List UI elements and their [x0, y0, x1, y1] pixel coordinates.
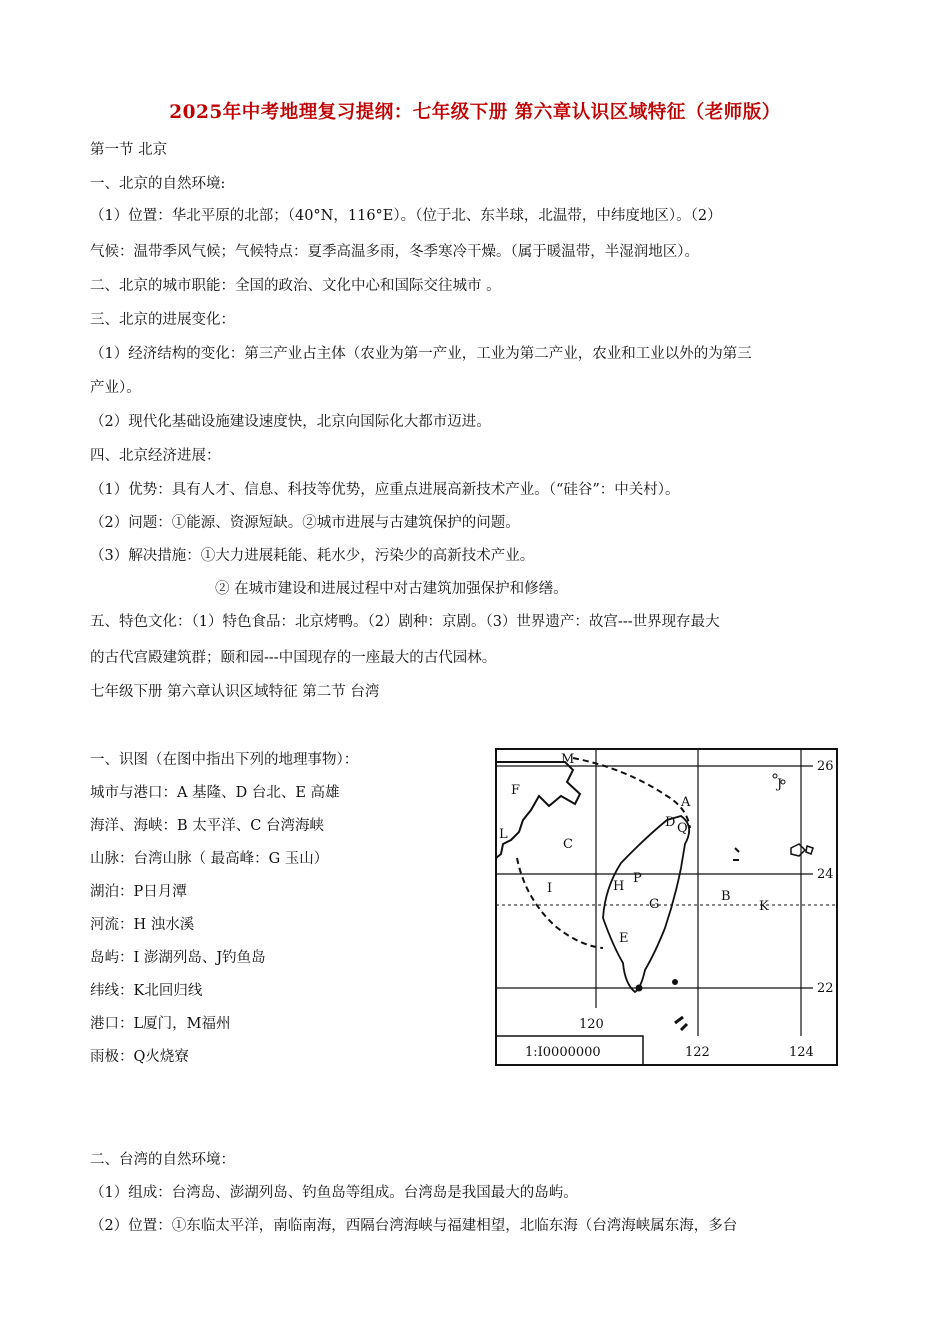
section-heading-beijing: 第一节 北京 [90, 142, 168, 158]
text-taiwan-location: （2）位置：①东临太平洋，南临南海，西隔台湾海峡与福建相望，北临东海（台湾海峡属东海，多台 [90, 1218, 738, 1234]
lat-label-22: 22 [817, 981, 834, 996]
text-climate: 气候：温带季风气候；气候特点：夏季高温多雨，冬季寒冷干燥。（属于暖温带，半湿润地区）。 [90, 244, 699, 260]
list-item: 海洋、海峡：B 太平洋、C 台湾海峡 [90, 818, 324, 834]
text-composition: （1）组成：台湾岛、澎湖列岛、钓鱼岛等组成。台湾岛是我国最大的岛屿。 [90, 1185, 578, 1201]
lon-label-124: 124 [789, 1045, 814, 1060]
map-label-i: I [547, 881, 553, 896]
map-label-b: B [721, 889, 731, 904]
list-item: 河流：H 浊水溪 [90, 917, 195, 933]
map-label-d: D [665, 815, 676, 830]
map-label-q: Q [677, 821, 688, 836]
map-label-l: L [499, 827, 508, 842]
map-label-f: F [511, 783, 521, 798]
text-location: （1）位置：华北平原的北部；（40°N，116°E）。（位于北、东半球，北温带，中纬度地区）。（2） [90, 208, 722, 224]
lat-label-24: 24 [817, 867, 834, 882]
page-title: 2025年中考地理复习提纲：七年级下册 第六章认识区域特征（老师版） [169, 102, 781, 123]
heading-map-reading: 一、识图（在图中指出下列的地理事物）： [90, 752, 359, 768]
map-label-h: H [613, 879, 625, 894]
list-item: 湖泊：P日月潭 [90, 884, 187, 900]
text-city-function: 二、北京的城市职能：全国的政治、文化中心和国际交往城市 。 [90, 278, 501, 294]
list-item: 雨极：Q火烧寮 [90, 1049, 189, 1065]
heading-taiwan-natural: 二、台湾的自然环境： [90, 1152, 235, 1168]
map-label-j: J [777, 777, 783, 792]
list-item: 港口：L厦门，M福州 [90, 1016, 231, 1032]
map-scale: 1:I0000000 [525, 1045, 601, 1060]
map-label-c: C [563, 837, 573, 852]
section-heading-taiwan: 七年级下册 第六章认识区域特征 第二节 台湾 [90, 684, 380, 700]
lon-label-122: 122 [685, 1045, 710, 1060]
heading-development: 三、北京的进展变化： [90, 312, 235, 328]
map-label-e: E [619, 931, 629, 946]
list-item: 纬线：K北回归线 [90, 983, 203, 999]
heading-natural-env: 一、北京的自然环境: [90, 176, 226, 192]
map-label-m: M [561, 752, 575, 767]
map-label-a: A [681, 795, 691, 810]
text-culture-cont: 的古代宫殿建筑群；颐和园---中国现存的一座最大的古代园林。 [90, 650, 497, 666]
lon-label-120: 120 [579, 1017, 604, 1032]
map-label-k: K [759, 899, 769, 914]
taiwan-map [495, 748, 838, 1066]
lat-label-26: 26 [817, 759, 834, 774]
text-solution: （3）解决措施：①大力进展耗能、耗水少，污染少的高新技术产业。 [90, 548, 535, 564]
text-problem: （2）问题：①能源、资源短缺。②城市进展与古建筑保护的问题。 [90, 515, 520, 531]
list-item: 岛屿：I 澎湖列岛、J钓鱼岛 [90, 950, 266, 966]
heading-economy: 四、北京经济进展： [90, 448, 221, 464]
text-culture: 五、特色文化：（1）特色食品：北京烤鸭。（2）剧种：京剧。（3）世界遗产：故宫---世界现存最大 [90, 614, 720, 630]
map-label-g: G [649, 897, 660, 912]
list-item: 山脉：台湾山脉（ 最高峰：G 玉山） [90, 851, 329, 867]
text-economy-structure: （1）经济结构的变化：第三产业占主体（农业为第一产业，工业为第二产业，农业和工业以外的为第三 [90, 346, 752, 362]
text-solution-2: ② 在城市建设和进展过程中对古建筑加强保护和修缮。 [215, 581, 568, 597]
text-economy-structure-cont: 产业）。 [90, 380, 141, 396]
map-label-p: P [633, 871, 642, 886]
list-item: 城市与港口：A 基隆、D 台北、E 高雄 [90, 785, 340, 801]
text-advantage: （1）优势：具有人才、信息、科技等优势，应重点进展高新技术产业。（“硅谷”：中关村）。 [90, 482, 680, 498]
text-infrastructure: （2）现代化基础设施建设速度快，北京向国际化大都市迈进。 [90, 414, 491, 430]
